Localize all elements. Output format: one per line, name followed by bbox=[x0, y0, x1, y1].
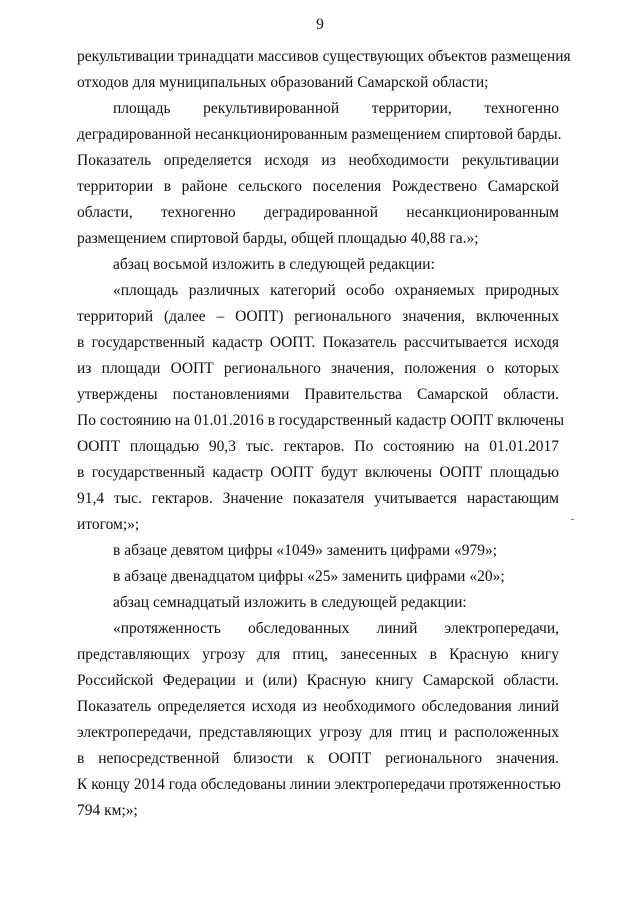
paragraph bbox=[77, 616, 559, 824]
text-line: абзац семнадцатый изложить в следующей редакции: bbox=[113, 594, 467, 611]
text-line: территорий (далее – ООПТ) регионального значения, включенных bbox=[77, 308, 559, 325]
text-line: представляющих угрозу для птиц, занесенных в Красную книгу bbox=[77, 646, 559, 663]
text-line: в государственный кадастр ООПТ будут включены ООПТ площадью bbox=[77, 464, 559, 481]
text-line: «протяженность обследованных линий электропередачи, bbox=[113, 620, 559, 637]
text-line: 91,4 тыс. гектаров. Значение показателя учитывается нарастающим bbox=[77, 490, 559, 507]
text-line: деградированной несанкционированным размещением спиртовой барды. bbox=[77, 126, 562, 143]
text-line: в государственный кадастр ООПТ. Показатель рассчитывается исходя bbox=[77, 334, 559, 351]
text-line: 794 км;»; bbox=[77, 802, 138, 819]
text-line: площадь рекультивированной территории, техногенно bbox=[113, 100, 559, 117]
paragraph bbox=[77, 278, 565, 538]
text-line: «площадь различных категорий особо охраняемых природных bbox=[113, 282, 559, 299]
paragraph bbox=[77, 590, 559, 616]
text-line: в непосредственной близости к ООПТ регионального значения. bbox=[77, 750, 559, 767]
text-line: утверждены постановлениями Правительства Самарской области. bbox=[77, 386, 559, 403]
paragraph bbox=[77, 538, 559, 564]
page-number: 9 bbox=[316, 16, 324, 33]
document-body bbox=[77, 44, 571, 824]
scan-speck bbox=[571, 519, 574, 520]
text-line: ООПТ площадью 90,3 тыс. гектаров. По состоянию на 01.01.2017 bbox=[77, 438, 559, 455]
paragraph bbox=[77, 44, 571, 96]
paragraph bbox=[77, 564, 559, 590]
text-line: отходов для муниципальных образований Самарской области; bbox=[77, 74, 489, 91]
text-line: территории в районе сельского поселения Рождествено Самарской bbox=[77, 178, 559, 195]
paragraph bbox=[77, 252, 559, 278]
paragraph bbox=[77, 96, 562, 252]
text-line: рекультивации тринадцати массивов существующих объектов размещения bbox=[77, 48, 571, 65]
text-line: области, техногенно деградированной несанкционированным bbox=[77, 204, 559, 221]
text-line: По состоянию на 01.01.2016 в государственный кадастр ООПТ включены bbox=[77, 412, 565, 429]
text-line: Показатель определяется исходя из необходимости рекультивации bbox=[77, 152, 559, 169]
text-line: абзац восьмой изложить в следующей редакции: bbox=[113, 256, 435, 273]
text-line: электропередачи, представляющих угрозу для птиц и расположенных bbox=[77, 724, 559, 741]
text-line: в абзаце двенадцатом цифры «25» заменить цифрами «20»; bbox=[113, 568, 505, 585]
text-line: Показатель определяется исходя из необходимого обследования линий bbox=[77, 698, 559, 715]
text-line: Российской Федерации и (или) Красную книгу Самарской области. bbox=[77, 672, 559, 689]
text-line: размещением спиртовой барды, общей площадью 40,88 га.»; bbox=[77, 230, 479, 247]
text-line: в абзаце девятом цифры «1049» заменить цифрами «979»; bbox=[113, 542, 498, 559]
text-line: из площади ООПТ регионального значения, положения о которых bbox=[77, 360, 559, 377]
text-line: К концу 2014 года обследованы линии электропередачи протяженностью bbox=[77, 776, 561, 793]
text-line: итогом;»; bbox=[77, 516, 140, 533]
